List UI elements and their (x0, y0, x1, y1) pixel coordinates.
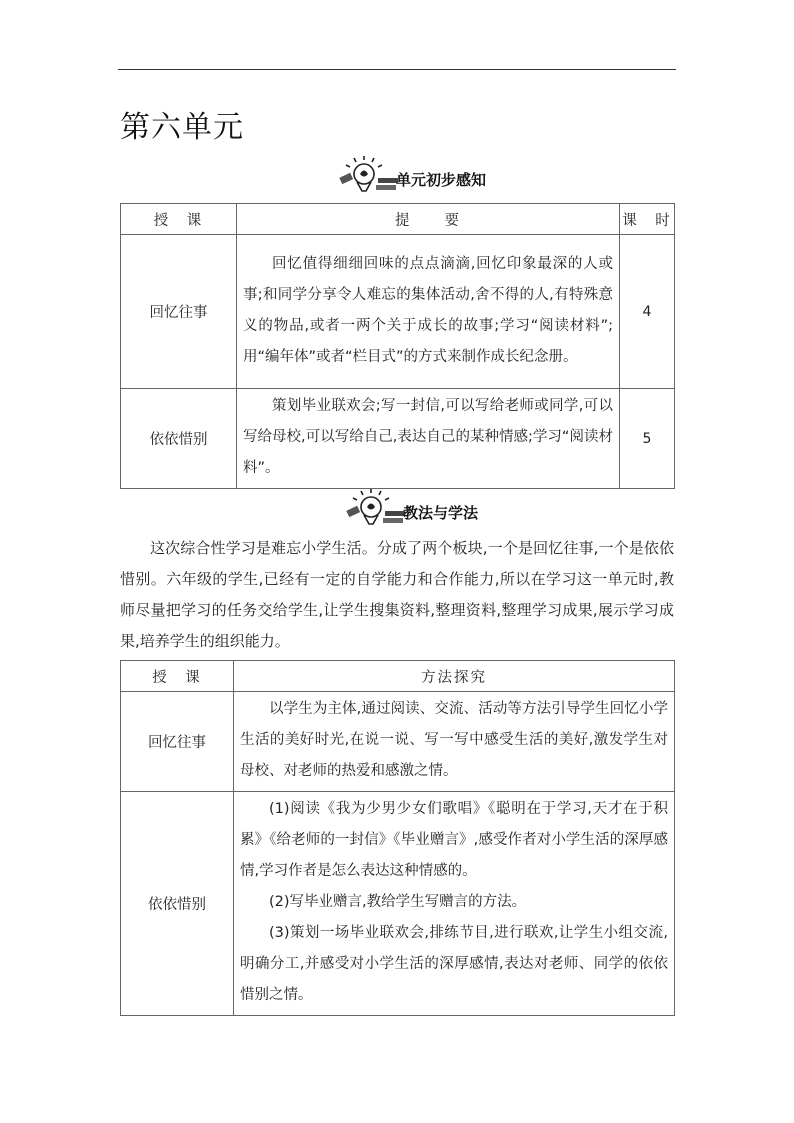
lightbulb-icon (345, 488, 405, 528)
table-row (121, 389, 675, 489)
course-name: 依依惜别 (121, 792, 234, 1016)
method-detail (234, 692, 675, 792)
course-name: 回忆往事 (121, 235, 237, 389)
table-row (121, 692, 675, 792)
course-hours: 5 (620, 389, 675, 489)
methods-table (120, 660, 675, 1016)
unit-title: 第六单元 (120, 110, 244, 145)
course-hours: 4 (620, 235, 675, 389)
lightbulb-icon (338, 155, 398, 195)
section-heading-text: 教法与学法 (403, 504, 479, 522)
method-detail (234, 792, 675, 1016)
intro-paragraph (120, 533, 674, 657)
summary-text: 回忆值得细细回味的点点滴滴,回忆印象最深的人或事;和同学分享令人难忘的集体活动,舍不得的人,有特殊意义的物品,或者一两个关于成长的故事;学习“阅读材料”;用“编年体”或者“栏目式”的方式来制作成长纪念册。 (243, 255, 613, 365)
method-text: 以学生为主体,通过阅读、交流、活动等方法引导学生回忆小学生活的美好时光,在说一说、写一写中感受生活的美好,激发学生对母校、对老师的热爱和感激之情。 (240, 701, 668, 779)
course-summary (237, 389, 620, 489)
method-text: (2)写毕业赠言,教给学生写赠言的方法。 (269, 894, 527, 910)
section-heading-text: 单元初步感知 (396, 171, 487, 189)
col-header-summary: 提 要 (237, 204, 620, 235)
col-header-hours: 课 时 (620, 204, 675, 235)
table-header-row (121, 661, 675, 692)
table-row (121, 235, 675, 389)
overview-table (120, 203, 675, 489)
col-header-course: 授 课 (121, 204, 237, 235)
course-name: 依依惜别 (121, 389, 237, 489)
col-header-methods: 方法探究 (234, 661, 675, 692)
header-rule (118, 69, 676, 70)
method-text: (3)策划一场毕业联欢会,排练节目,进行联欢,让学生小组交流,明确分工,并感受对小学生活的深厚感情,表达对老师、同学的依依惜别之情。 (240, 925, 668, 1003)
course-summary (237, 235, 620, 389)
method-text: (1)阅读《我为少男少女们歌唱》《聪明在于学习,天才在于积累》《给老师的一封信》《毕业赠言》,感受作者对小学生活的深厚感情,学习作者是怎么表达这种情感的。 (240, 801, 668, 879)
col-header-course: 授 课 (121, 661, 234, 692)
course-name: 回忆往事 (121, 692, 234, 792)
table-row (121, 792, 675, 1016)
table-header-row (121, 204, 675, 235)
summary-text: 策划毕业联欢会;写一封信,可以写给老师或同学,可以写给母校,可以写给自己,表达自己的某种情感;学习“阅读材料”。 (243, 398, 613, 476)
intro-text: 这次综合性学习是难忘小学生活。分成了两个板块,一个是回忆往事,一个是依依惜别。六年级的学生,已经有一定的自学能力和合作能力,所以在学习这一单元时,教师尽量把学习的任务交给学生,让学生搜集资料,整理资料,整理学习成果,展示学习成果,培养学生的组织能力。 (120, 539, 674, 650)
